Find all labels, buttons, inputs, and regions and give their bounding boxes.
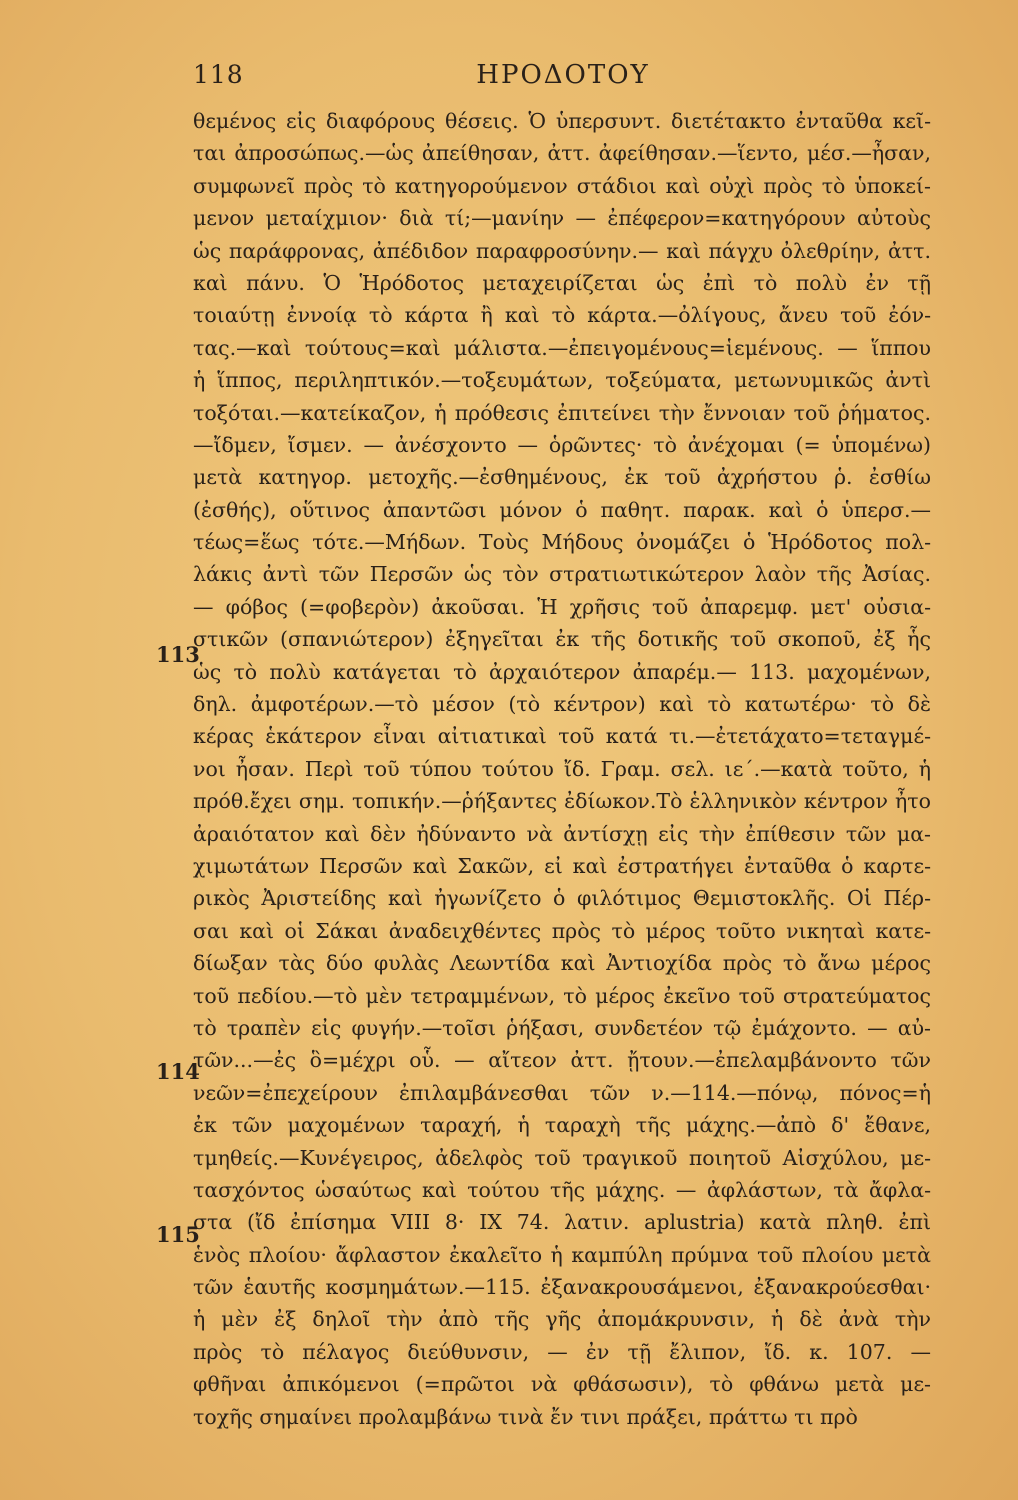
text-line: χιμωτάτων Περσῶν καὶ Σακῶν, εἰ καὶ ἐστρατήγει ἐνταῦθα ὁ καρτε-: [193, 853, 931, 878]
text-line: πρόθ.ἔχει σημ. τοπικήν.—ῥήξαντες ἐδίωκον.Τὸ ἑλληνικὸν κέντρον ἦτο: [193, 789, 931, 814]
text-line: —ἴδμεν, ἴσμεν. — ἀνέσχοντο — ὁρῶντες· τὸ ἀνέχομαι (= ὑπομένω): [193, 432, 931, 457]
text-line: στα (ἴδ ἐπίσημα VIII 8· IX 74. λατιν. aplustria) κατὰ πληθ. ἐπὶ: [193, 1210, 931, 1235]
text-line: τας.—καὶ τούτους=καὶ μάλιστα.—ἐπειγομένους=ἱεμένους. — ἵππου: [193, 335, 931, 360]
text-line: ἡ ἵππος, περιληπτικόν.—τοξευμάτων, τοξεύματα, μετωνυμικῶς ἀντὶ: [193, 368, 931, 393]
text-line: τμηθείς.—Κυνέγειρος, ἀδελφὸς τοῦ τραγικοῦ ποιητοῦ Αἰσχύλου, με-: [193, 1145, 931, 1170]
commentary-text: [193, 105, 931, 1433]
text-line: ἡ μὲν ἐξ δηλοῖ τὴν ἀπὸ τῆς γῆς ἀπομάκρυνσιν, ἡ δὲ ἀνὰ τὴν: [193, 1307, 931, 1332]
text-line: ὡς τὸ πολὺ κατάγεται τὸ ἀρχαιότερον ἀπαρέμ.— 113. μαχομένων,: [193, 659, 931, 684]
text-line: φθῆναι ἀπικόμενοι (=πρῶτοι νὰ φθάσωσιν), τὸ φθάνω μετὰ με-: [193, 1372, 931, 1397]
text-line: — φόβος (=φοβερὸν) ἀκοῦσαι. Ἡ χρῆσις τοῦ ἀπαρεμφ. μετ' οὐσια-: [193, 594, 931, 619]
text-line: συμφωνεῖ πρὸς τὸ κατηγορούμενον στάδιοι καὶ οὐχὶ πρὸς τὸ ὑποκεί-: [193, 173, 931, 198]
text-line: μενον μεταίχμιον· διὰ τί;—μανίην — ἐπέφερον=κατηγόρουν αὐτοὺς: [193, 206, 931, 231]
text-line: κέρας ἑκάτερον εἶναι αἰτιατικαὶ τοῦ κατά τι.—ἐτετάχατο=τεταγμέ-: [193, 724, 931, 749]
running-title: ΗΡΟΔΟΤΟΥ: [476, 60, 650, 90]
text-line: τοξόται.—κατείκαζον, ἡ πρόθεσις ἐπιτείνει τὴν ἔννοιαν τοῦ ῥήματος.: [193, 400, 931, 425]
text-line: μετὰ κατηγορ. μετοχῆς.—ἐσθημένους, ἐκ τοῦ ἀχρήστου ῥ. ἐσθίω: [193, 465, 931, 490]
text-line: ἑνὸς πλοίου· ἄφλαστον ἐκαλεῖτο ἡ καμπύλη πρύμνα τοῦ πλοίου μετὰ: [193, 1242, 931, 1267]
text-line: λάκις ἀντὶ τῶν Περσῶν ὡς τὸν στρατιωτικώτερον λαὸν τῆς Ἀσίας.: [193, 562, 931, 587]
margin-section-number: 114: [156, 1059, 200, 1084]
text-line: ἀραιότατον καὶ δὲν ἠδύναντο νὰ ἀντίσχῃ εἰς τὴν ἐπίθεσιν τῶν μα-: [193, 821, 931, 846]
text-line: τασχόντος ὡσαύτως καὶ τούτου τῆς μάχης. — ἀφλάστων, τὰ ἄφλα-: [193, 1177, 931, 1202]
text-line: τέως=ἕως τότε.—Μήδων. Τοὺς Μήδους ὀνομάζει ὁ Ἡρόδοτος πολ-: [193, 530, 931, 555]
text-line: θεμένος εἰς διαφόρους θέσεις. Ὁ ὑπερσυντ. διετέτακτο ἐνταῦθα κεῖ-: [193, 109, 931, 133]
text-line: καὶ πάνυ. Ὁ Ἡρόδοτος μεταχειρίζεται ὡς ἐπὶ τὸ πολὺ ἐν τῇ: [193, 270, 931, 295]
text-line: ὡς παράφρονας, ἀπέδιδον παραφροσύνην.— καὶ πάγχυ ὀλεθρίην, ἀττ.: [193, 238, 931, 263]
text-line: τοχῆς σημαίνει προλαμβάνω τινὰ ἔν τινι πράξει, πράττω τι πρὸ: [193, 1404, 858, 1429]
text-line: ρικὸς Ἀριστείδης καὶ ἠγωνίζετο ὁ φιλότιμος Θεμιστοκλῆς. Οἱ Πέρ-: [193, 886, 931, 911]
text-line: ται ἀπροσώπως.—ὡς ἀπείθησαν, ἀττ. ἀφείθησαν.—ἵεντο, μέσ.—ἦσαν,: [193, 141, 931, 166]
text-line: τὸ τραπὲν εἰς φυγήν.—τοῖσι ῥήξασι, συνδετέον τῷ ἐμάχοντο. — αὐ-: [193, 1015, 931, 1040]
page-number: 118: [193, 60, 244, 89]
text-line: στικῶν (σπανιώτερον) ἐξηγεῖται ἐκ τῆς δοτικῆς τοῦ σκοποῦ, ἐξ ἧς: [193, 627, 931, 652]
margin-section-number: 115: [156, 1222, 200, 1247]
text-line: τοῦ πεδίου.—τὸ μὲν τετραμμένων, τὸ μέρος ἐκεῖνο τοῦ στρατεύματος: [193, 983, 931, 1008]
page-header: [193, 60, 933, 92]
text-line: σαι καὶ οἱ Σάκαι ἀναδειχθέντες πρὸς τὸ μέρος τοῦτο νικηταὶ κατε-: [193, 918, 931, 943]
text-line: δηλ. ἀμφοτέρων.—τὸ μέσον (τὸ κέντρον) καὶ τὸ κατωτέρω· τὸ δὲ: [193, 692, 931, 717]
text-line: τῶν...—ἐς ὃ=μέχρι οὗ. — αἴτεον ἀττ. ᾔτουν.—ἐπελαμβάνοντο τῶν: [193, 1048, 931, 1073]
text-line: πρὸς τὸ πέλαγος διεύθυνσιν, — ἐν τῇ ἔλιπον, ἴδ. κ. 107. —: [193, 1339, 931, 1364]
text-line: (ἐσθής), οὕτινος ἀπαντῶσι μόνον ὁ παθητ. παρακ. καὶ ὁ ὑπερσ.—: [193, 497, 931, 522]
margin-section-number: 113: [156, 642, 200, 667]
text-line: νοι ἦσαν. Περὶ τοῦ τύπου τούτου ἴδ. Γραμ. σελ. ιε΄.—κατὰ τοῦτο, ἡ: [193, 756, 931, 781]
text-line: ἐκ τῶν μαχομένων ταραχή, ἡ ταραχὴ τῆς μάχης.—ἀπὸ δ' ἔθανε,: [193, 1113, 931, 1138]
text-line: νεῶν=ἐπεχείρουν ἐπιλαμβάνεσθαι τῶν ν.—114.—πόνῳ, πόνος=ἡ: [193, 1080, 931, 1105]
text-line: τοιαύτῃ ἐννοίᾳ τὸ κάρτα ἢ καὶ τὸ κάρτα.—ὀλίγους, ἄνευ τοῦ ἐόν-: [193, 303, 931, 328]
text-line: τῶν ἑαυτῆς κοσμημάτων.—115. ἐξανακρουσάμενοι, ἐξανακρούεσθαι·: [193, 1275, 931, 1300]
text-line: δίωξαν τὰς δύο φυλὰς Λεωντίδα καὶ Ἀντιοχίδα πρὸς τὸ ἄνω μέρος: [193, 951, 931, 976]
